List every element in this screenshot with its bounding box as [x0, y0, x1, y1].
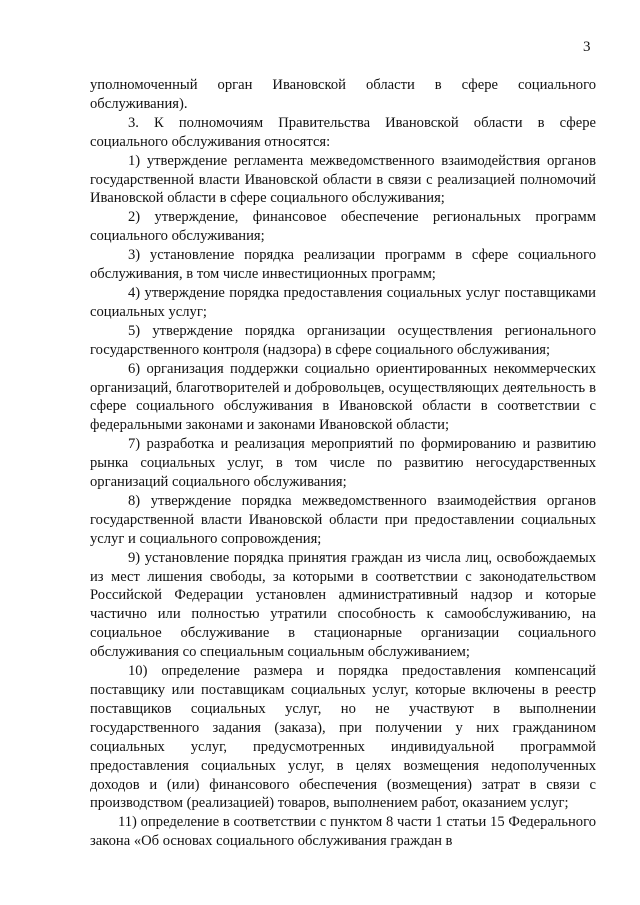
list-item: 1) утверждение регламента межведомственного взаимодействия органов государственной власти Ивановской области в связи с реализацией полномочий Ивановской области в сфере социального обслуживания; — [90, 152, 596, 207]
paragraph-point-3: 3. К полномочиям Правительства Ивановской области в сфере социального обслуживания относятся: — [90, 114, 596, 150]
page-number: 3 — [583, 39, 591, 55]
list-item: 2) утверждение, финансовое обеспечение региональных программ социального обслуживания; — [90, 209, 596, 245]
list-item: 7) разработка и реализация мероприятий по формированию и развитию рынка социальных услуг, в том числе по развитию негосударственных организаций социального обслуживания; — [90, 436, 596, 491]
paragraph-continuation: уполномоченный орган Ивановской области в сфере социального обслуживания). — [90, 77, 596, 112]
list-item: 10) определение размера и порядка предоставления компенсаций поставщику или поставщикам социальных услуг, которые включены в реестр поставщиков социальных услуг, но не участвуют в выполнении государственного задания (заказа), при получении у них гражданином социальных услуг, предусмотренных индивидуальной программой предоставления социальных услуг, в целях возмещения недополученных доходов и (или) финансового обеспечения (возмещения) затрат в связи с производством (реализацией) товаров, выполнением работ, оказанием услуг; — [90, 663, 596, 812]
list-item: 3) установление порядка реализации программ в сфере социального обслуживания, в том числе инвестиционных программ; — [90, 247, 596, 283]
list-item: 4) утверждение порядка предоставления социальных услуг поставщиками социальных услуг; — [90, 284, 596, 320]
list-item: 8) утверждение порядка межведомственного взаимодействия органов государственной власти Ивановской области при предоставлении социальных услуг и социального сопровождения; — [90, 492, 596, 547]
list-item: 6) организация поддержки социально ориентированных некоммерческих организаций, благотворителей и добровольцев, осуществляющих деятельность в сфере социального обслуживания в Ивановской области в соответствии с федеральными законами и законами Ивановской области; — [90, 360, 596, 434]
document-body — [90, 76, 596, 851]
list-item: 11) определение в соответствии с пунктом 8 части 1 статьи 15 Федерального закона «Об основах социального обслуживания граждан в — [90, 814, 596, 850]
list-item: 5) утверждение порядка организации осуществления регионального государственного контроля (надзора) в сфере социального обслуживания; — [90, 322, 596, 358]
list-item: 9) установление порядка принятия граждан из числа лиц, освобождаемых из мест лишения свободы, за которыми в соответствии с законодательством Российской Федерации установлен административный надзор и которые частично или полностью утратили способность к самообслуживанию, на социальное обслуживание в стационарные организации социального обслуживания со специальным социальным обслуживанием; — [90, 549, 596, 661]
